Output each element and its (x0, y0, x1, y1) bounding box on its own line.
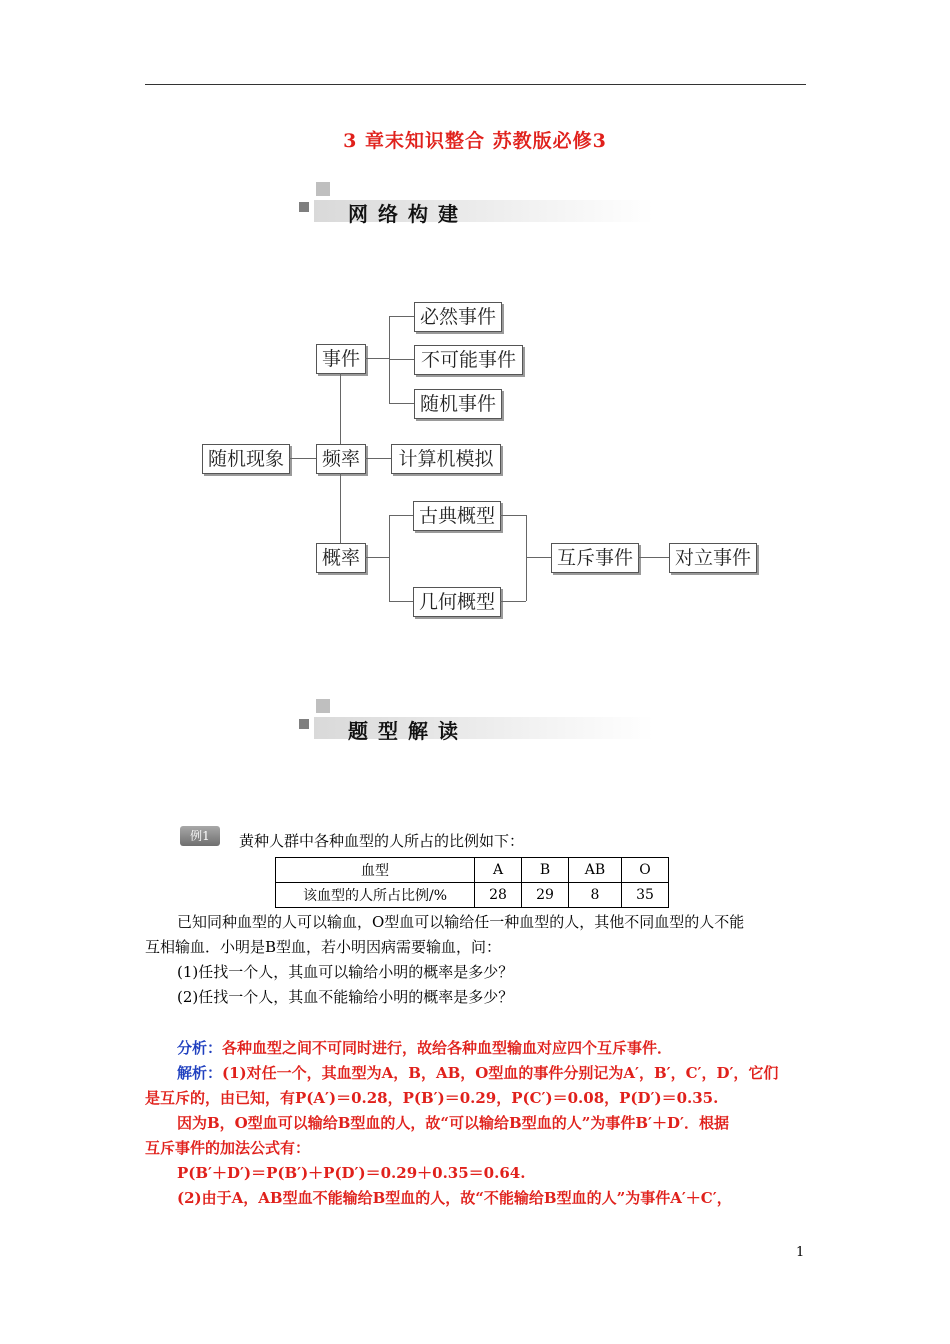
connector (389, 403, 414, 404)
table-cell: 29 (522, 883, 569, 908)
solution-label: 解析： (177, 1064, 223, 1082)
analysis-line (177, 1036, 672, 1061)
node-mutually-exclusive: 互斥事件 (551, 543, 639, 573)
connector (365, 358, 389, 359)
node-random-event: 随机事件 (414, 389, 502, 419)
connector (365, 557, 389, 558)
connector (365, 458, 391, 459)
connector (340, 473, 341, 543)
table-cell: B (522, 858, 569, 883)
table-cell: 28 (475, 883, 522, 908)
connector (526, 515, 527, 601)
connector (389, 515, 413, 516)
node-event: 事件 (316, 344, 366, 374)
connector (340, 373, 341, 444)
table-cell: 该血型的人所占比例/% (276, 883, 475, 908)
node-frequency: 频率 (316, 444, 366, 474)
document-title: 3 章末知识整合 苏教版必修3 (343, 130, 607, 152)
header-rule (145, 84, 806, 85)
solution-text: (1)对任一个，其血型为A，B，AB，O型血的事件分别记为A′，B′，C′，D′，它们 (222, 1064, 779, 1082)
problem-text-line2: 互相输血．小明是B型血，若小明因病需要输血，问： (145, 938, 502, 956)
node-random-phenomenon: 随机现象 (202, 444, 290, 474)
table-row (276, 858, 669, 883)
table-cell: AB (569, 858, 622, 883)
question-2: (2)任找一个人，其血不能输给小明的概率是多少？ (177, 988, 514, 1006)
connector (638, 557, 669, 558)
section-title-network: 网络构建 (348, 202, 468, 226)
section-title-problems: 题型解读 (348, 719, 468, 743)
analysis-text: 各种血型之间不可同时进行，故给各种血型输血对应四个互斥事件． (222, 1039, 673, 1057)
node-computer-simulation: 计算机模拟 (391, 444, 501, 474)
connector (389, 515, 390, 601)
connector (500, 601, 526, 602)
connector (526, 557, 551, 558)
connector (389, 601, 413, 602)
solution-line4: 互斥事件的加法公式有： (145, 1139, 311, 1157)
table-cell: 35 (622, 883, 669, 908)
connector (289, 458, 316, 459)
problem-text-line1: 已知同种血型的人可以输血，O型血可以输给任一种血型的人，其他不同血型的人不能 (177, 913, 745, 931)
node-impossible-event: 不可能事件 (414, 345, 523, 375)
node-classical-model: 古典概型 (413, 501, 501, 531)
question-1: (1)任找一个人，其血可以输给小明的概率是多少？ (177, 963, 514, 981)
node-geometric-model: 几何概型 (413, 587, 501, 617)
page-number: 1 (796, 1245, 805, 1260)
connector (389, 316, 414, 317)
solution-line1 (177, 1061, 778, 1086)
analysis-label: 分析： (177, 1039, 223, 1057)
blood-type-table (275, 857, 669, 908)
node-complementary: 对立事件 (669, 543, 757, 573)
section-banner-problems (296, 699, 666, 745)
table-cell: A (475, 858, 522, 883)
solution-line2: 是互斥的，由已知，有P(A′)＝0.28，P(B′)＝0.29，P(C′)＝0.08，P(D′)＝0.35. (145, 1089, 719, 1107)
example-badge: 例1 (180, 826, 220, 846)
solution-line3: 因为B，O型血可以输给B型血的人，故“可以输给B型血的人”为事件B′＋D′．根据 (177, 1114, 729, 1132)
table-row (276, 883, 669, 908)
connector (500, 515, 526, 516)
solution-line5: P(B′＋D′)＝P(B′)＋P(D′)＝0.29＋0.35＝0.64. (177, 1164, 526, 1182)
solution-line6: (2)由于A，AB型血不能输给B型血的人，故“不能输给B型血的人”为事件A′＋C′， (177, 1189, 732, 1207)
node-probability: 概率 (316, 543, 366, 573)
node-certain-event: 必然事件 (414, 302, 502, 332)
table-cell: 8 (569, 883, 622, 908)
example-intro: 黄种人群中各种血型的人所占的比例如下： (239, 832, 525, 850)
section-banner-network (296, 182, 666, 228)
table-cell: O (622, 858, 669, 883)
connector (389, 359, 414, 360)
table-cell: 血型 (276, 858, 475, 883)
